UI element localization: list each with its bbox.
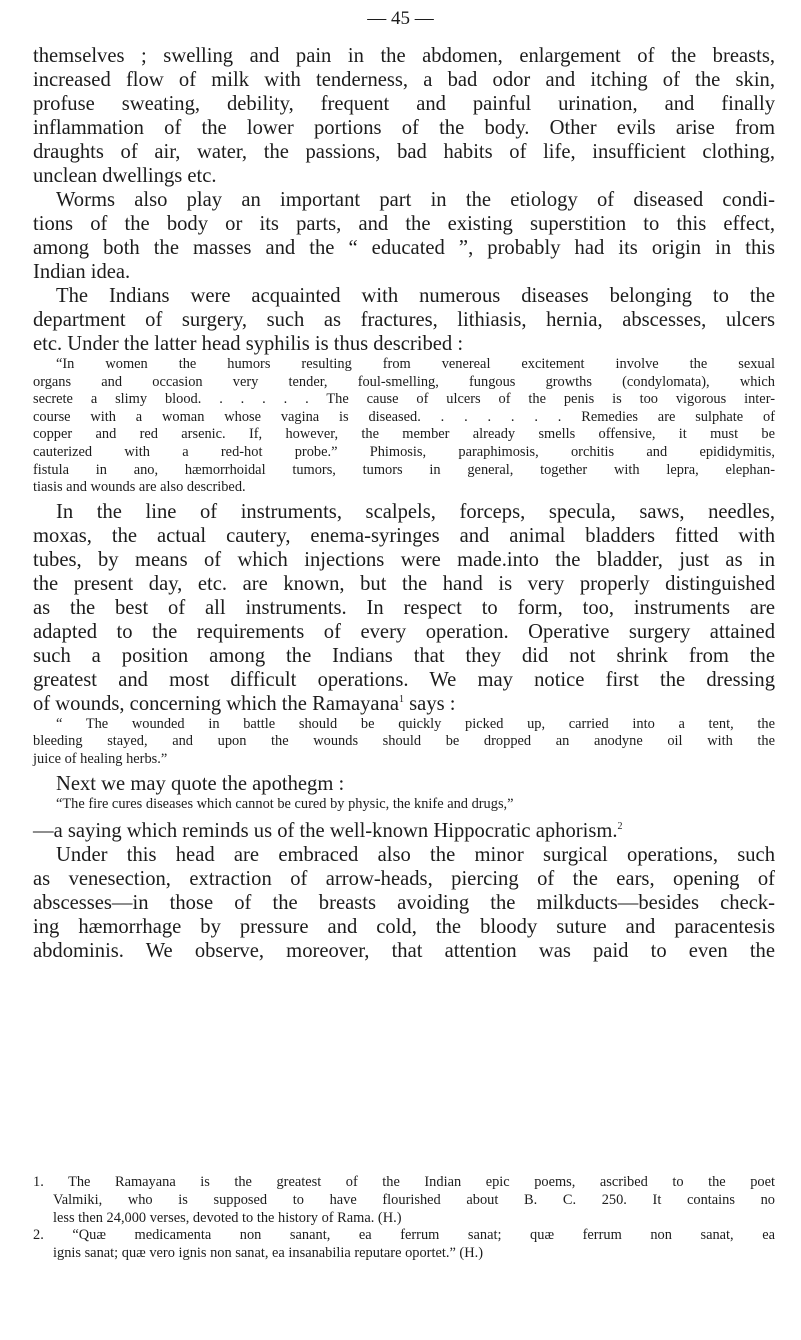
text-line	[33, 692, 775, 716]
text-line: the present day, etc. are known, but the hand is very properly distinguished	[33, 572, 775, 595]
line-text: of wounds, concerning which the Ramayana	[33, 692, 400, 715]
paragraph-start: The Indians were acquainted with numerous diseases belonging to the	[56, 285, 775, 307]
text-line: unclean dwellings etc.	[33, 165, 217, 187]
ramayana-quote	[33, 716, 775, 769]
paragraph-start: In the line of instruments, scalpels, forceps, specula, saws, needles,	[56, 500, 775, 523]
text-line: themselves ; swelling and pain in the abdomen, enlargement of the breasts,	[33, 45, 775, 67]
line-text: says :	[404, 692, 456, 715]
quote-line: organs and occasion very tender, foul-smelling, fungous growths (condylomata), which	[33, 373, 775, 390]
footnote-ref-2[interactable]: 2	[617, 821, 623, 833]
text-line: moxas, the actual cautery, enema-syringes and animal bladders fitted with	[33, 524, 775, 547]
footnote-2: 2. “Quæ medicamenta non sanant, ea ferrum sanat; quæ ferrum non sanat, ea	[33, 1227, 775, 1244]
text-line: department of surgery, such as fractures, lithiasis, hernia, abscesses, ulcers	[33, 309, 775, 331]
quote-line: bleeding stayed, and upon the wounds should be dropped an anodyne oil with the	[33, 733, 775, 750]
footnote-line: Valmiki, who is supposed to have flourished about B. C. 250. It contains no	[53, 1191, 775, 1208]
text-line: abscesses—in those of the breasts avoiding the milkducts—besides check-	[33, 892, 775, 915]
text-line: as the best of all instruments. In respect to form, too, instruments are	[33, 596, 775, 619]
paragraph-start: Under this head are embraced also the minor surgical operations, such	[56, 844, 775, 867]
quote-line: “The fire cures diseases which cannot be cured by physic, the knife and drugs,”	[56, 795, 514, 812]
footnote-line: less then 24,000 verses, devoted to the history of Rama. (H.)	[53, 1209, 402, 1226]
text-line: abdominis. We observe, moreover, that attention was paid to even the	[33, 940, 775, 963]
text-line: increased flow of milk with tenderness, a bad odor and itching of the skin,	[33, 69, 775, 91]
footnote-line: ignis sanat; quæ vero ignis non sanat, ea insanabilia reputare oportet.” (H.)	[53, 1245, 483, 1262]
text-line: such a position among the Indians that they did not shrink from the	[33, 644, 775, 667]
apothegm-quote	[33, 796, 775, 814]
text-line: profuse sweating, debility, frequent and painful urination, and finally	[33, 93, 775, 115]
footnote-ref-1[interactable]: 1	[399, 693, 405, 705]
text-line	[33, 819, 775, 843]
text-line: among both the masses and the “ educated ”, probably had its origin in this	[33, 237, 775, 259]
paragraph-start: Worms also play an important part in the etiology of diseased condi-	[56, 189, 775, 211]
body-text	[33, 44, 775, 963]
quote-line: cauterized with a red-hot probe.” Phimosis, paraphimosis, orchitis and epididymitis,	[33, 443, 775, 460]
text-line: draughts of air, water, the passions, bad habits of life, insufficient clothing,	[33, 141, 775, 163]
text-line: inflammation of the lower portions of the body. Other evils arise from	[33, 117, 775, 139]
paragraph-start: Next we may quote the apothegm :	[56, 772, 345, 795]
text-line: greatest and most difficult operations. We may notice first the dressing	[33, 668, 775, 691]
text-line: etc. Under the latter head syphilis is thus described :	[33, 333, 464, 355]
footnote-1: 1. The Ramayana is the greatest of the Indian epic poems, ascribed to the poet	[33, 1174, 775, 1190]
footnotes	[33, 1174, 775, 1263]
quote-line: “ The wounded in battle should be quickly picked up, carried into a tent, the	[56, 715, 775, 732]
text-line: as venesection, extraction of arrow-heads, piercing of the ears, opening of	[33, 868, 775, 891]
text-line: adapted to the requirements of every operation. Operative surgery attained	[33, 620, 775, 643]
quote-line: fistula in ano, hæmorrhoidal tumors, tumors in general, together with lepra, elephan-	[33, 461, 775, 478]
line-text: —a saying which reminds us of the well-known Hippocratic aphorism.	[33, 820, 618, 843]
quote-line: course with a woman whose vagina is diseased. . . . . . . Remedies are sulphate of	[33, 408, 775, 425]
syphilis-quote	[33, 356, 775, 497]
quote-line: copper and red arsenic. If, however, the member already smells offensive, it must be	[33, 426, 775, 443]
quote-line: secrete a slimy blood. . . . . . The cause of ulcers of the penis is too vigorous inter-	[33, 391, 775, 408]
text-line: tubes, by means of which injections were made.into the bladder, just as in	[33, 548, 775, 571]
quote-line: tiasis and wounds are also described.	[33, 479, 246, 496]
text-line: ing hæmorrhage by pressure and cold, the bloody suture and paracentesis	[33, 916, 775, 939]
page-number: — 45 —	[367, 8, 434, 29]
text-line: tions of the body or its parts, and the existing superstition to this effect,	[33, 213, 775, 235]
quote-line: “In women the humors resulting from venereal excitement involve the sexual	[56, 356, 775, 372]
quote-line: juice of healing herbs.”	[33, 750, 168, 767]
text-line: Indian idea.	[33, 261, 131, 283]
